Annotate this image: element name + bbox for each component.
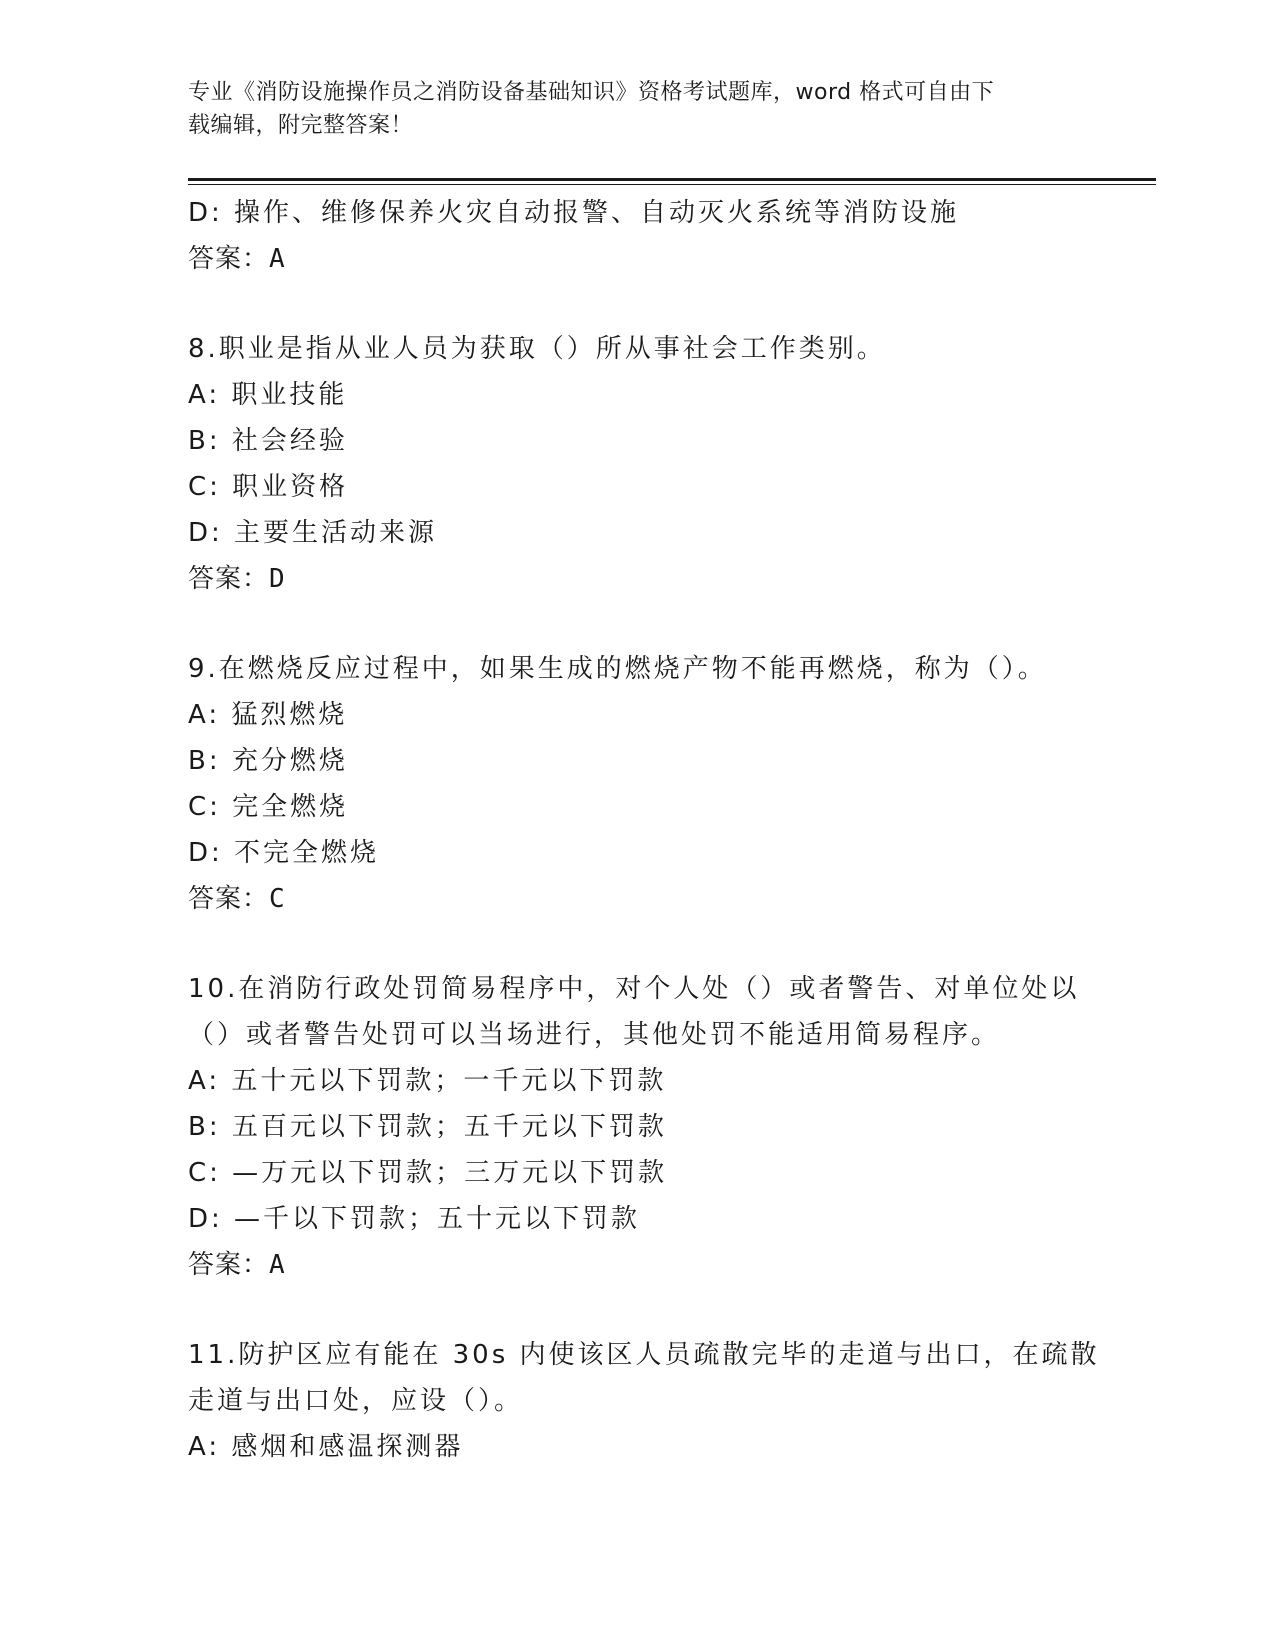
option-b: B: 五百元以下罚款；五千元以下罚款: [188, 1112, 667, 1142]
option-d: D: 操作、维修保养火灾自动报警、自动灭火系统等消防设施: [188, 198, 960, 228]
answer-value: A: [269, 1250, 286, 1280]
answer-value: A: [269, 244, 286, 274]
question-11: [188, 1332, 1100, 1470]
option-c: C: —万元以下罚款；三万元以下罚款: [188, 1158, 668, 1188]
question-list: [188, 190, 1100, 1470]
option-a: A: 猛烈燃烧: [188, 700, 348, 730]
answer-value: C: [269, 884, 286, 914]
answer-label: 答案：: [188, 244, 270, 274]
option-b: B: 充分燃烧: [188, 746, 348, 776]
option-c: C: 职业资格: [188, 472, 349, 502]
header-line-1: 专业《消防设施操作员之消防设备基础知识》资格考试题库，word 格式可自由下: [188, 80, 995, 105]
question-text: 9.在燃烧反应过程中，如果生成的燃烧产物不能再燃烧，称为（）。: [188, 654, 1047, 684]
question-text-line-1: 11.防护区应有能在 30s 内使该区人员疏散完毕的走道与出口，在疏散: [188, 1340, 1100, 1370]
option-c: C: 完全燃烧: [188, 792, 349, 822]
question-text-line-1: 10.在消防行政处罚简易程序中，对个人处（）或者警告、对单位处以: [188, 974, 1080, 1004]
option-a: A: 感烟和感温探测器: [188, 1432, 464, 1462]
answer-line: [188, 556, 1088, 602]
answer-label: 答案：: [188, 884, 270, 914]
header-divider-thin: [188, 184, 1156, 185]
answer-line: [188, 236, 1088, 282]
question-10: [188, 966, 1088, 1288]
answer-value: D: [269, 564, 286, 594]
answer-line: [188, 1242, 1088, 1288]
document-header: [188, 76, 1088, 142]
header-divider-thick: [188, 178, 1156, 181]
answer-line: [188, 876, 1088, 922]
answer-label: 答案：: [188, 1250, 270, 1280]
question-text-line-2: 走道与出口处，应设（）。: [188, 1386, 524, 1416]
option-a: A: 五十元以下罚款；一千元以下罚款: [188, 1066, 667, 1096]
question-8: [188, 326, 1088, 602]
question-9: [188, 646, 1088, 922]
option-a: A: 职业技能: [188, 380, 348, 410]
option-d: D: —千以下罚款；五十元以下罚款: [188, 1204, 641, 1234]
answer-label: 答案：: [188, 564, 270, 594]
question-text-line-2: （）或者警告处罚可以当场进行，其他处罚不能适用简易程序。: [188, 1020, 1001, 1050]
option-d: D: 主要生活动来源: [188, 518, 438, 548]
option-d: D: 不完全燃烧: [188, 838, 380, 868]
option-b: B: 社会经验: [188, 426, 348, 456]
header-line-2: 载编辑，附完整答案！: [188, 113, 414, 138]
question-text: 8.职业是指从业人员为获取（）所从事社会工作类别。: [188, 334, 886, 364]
question-7-tail: [188, 190, 1088, 282]
